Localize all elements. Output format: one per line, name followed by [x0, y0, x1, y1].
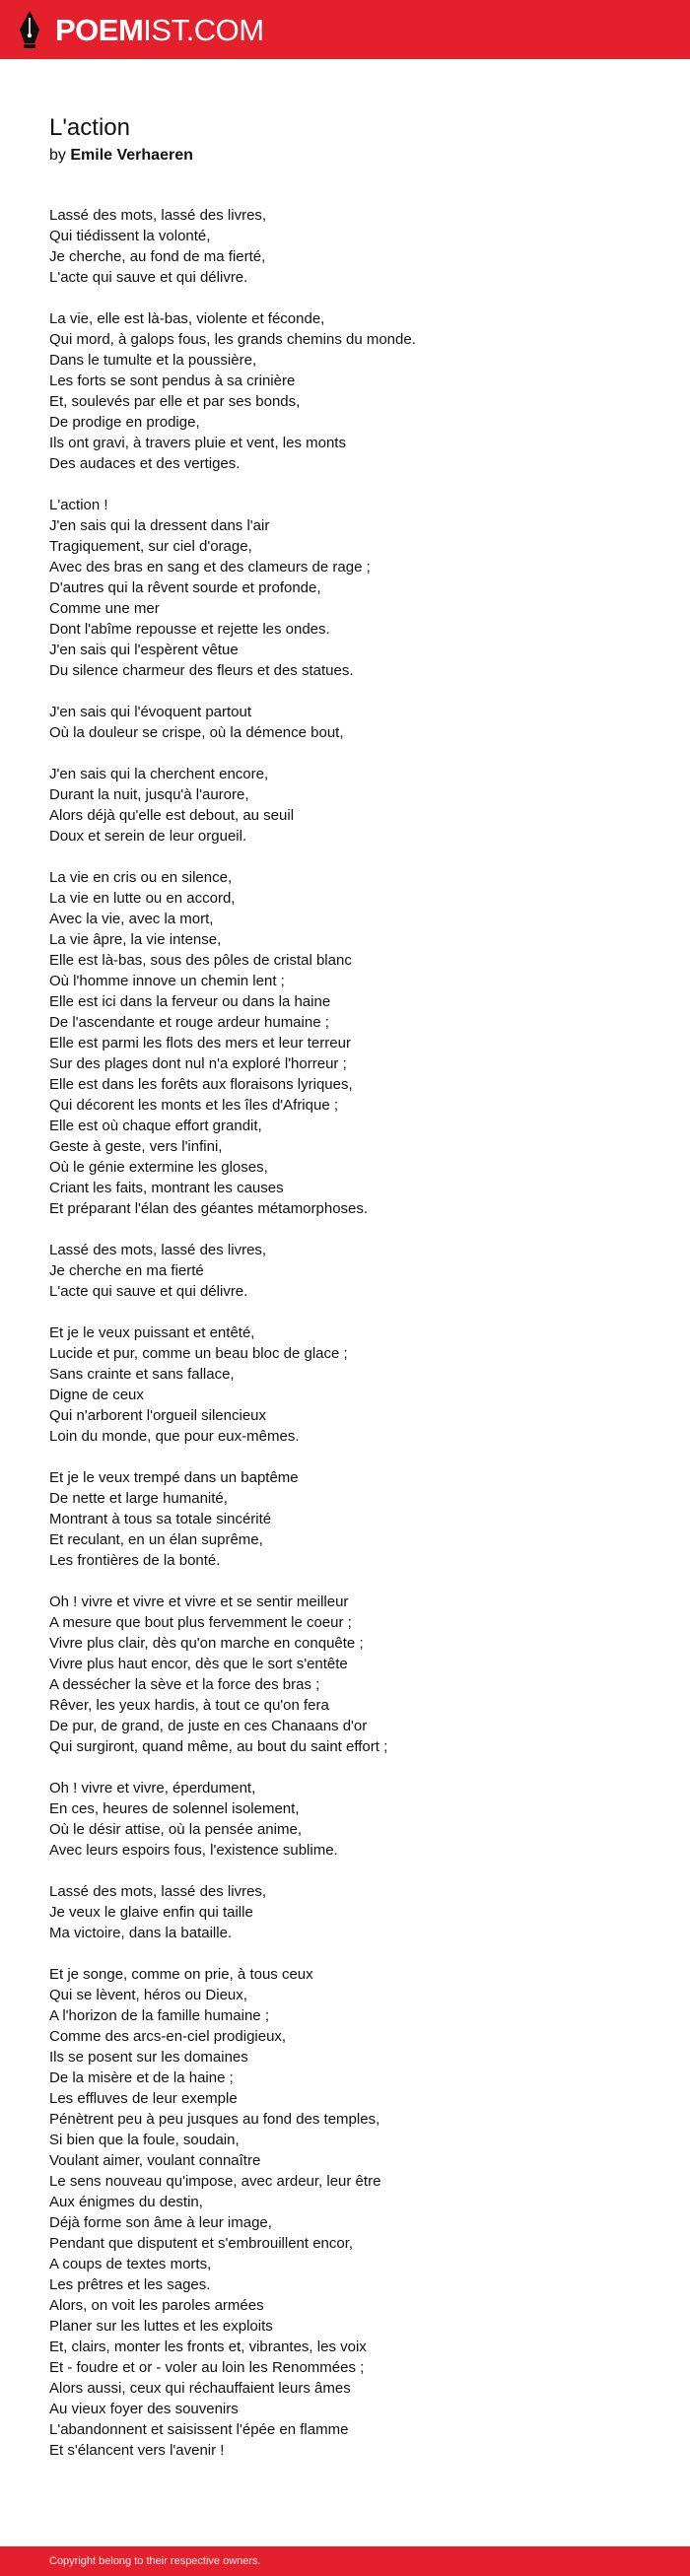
poem-line: Les effluves de leur exemple — [49, 2090, 238, 2107]
poem-line: Qui n'arborent l'orgueil silencieux — [49, 1407, 267, 1424]
poem-title: L'action — [49, 114, 130, 141]
poem-line: A mesure que bout plus fervemment le coeur ; — [49, 1614, 352, 1631]
poem-line: La vie en lutte ou en accord, — [49, 890, 236, 907]
poem-line: De l'ascendante et rouge ardeur humaine ; — [49, 1014, 329, 1031]
poem-line: Des audaces et des vertiges. — [49, 455, 241, 472]
poem-line: Vivre plus clair, dès qu'on marche en conquête ; — [49, 1635, 364, 1652]
poem-stanza — [49, 764, 660, 847]
poem-line: De prodige en prodige, — [49, 414, 200, 431]
poem-line: Comme des arcs-en-ciel prodigieux, — [49, 2028, 287, 2045]
poem-line: De pur, de grand, de juste en ces Chanaans d'or — [49, 1718, 368, 1734]
poem-author[interactable]: Emile Verhaeren — [70, 147, 193, 164]
poem-line: Sans crainte et sans fallace, — [49, 1366, 235, 1383]
poem-line: J'en sais qui l'évoquent partout — [49, 704, 252, 720]
poem-line: Geste à geste, vers l'infini, — [49, 1138, 223, 1155]
poem-line: Qui surgiront, quand même, au bout du saint effort ; — [49, 1738, 388, 1755]
byline-prefix: by — [49, 147, 66, 164]
poem-line: Le sens nouveau qu'impose, avec ardeur, leur être — [49, 2173, 381, 2190]
poem-line: Et, clairs, monter les fronts et, vibrantes, les voix — [49, 2339, 367, 2355]
poem-line: Oh ! vivre et vivre et vivre et se sentir meilleur — [49, 1593, 349, 1610]
poem-line: Tragiquement, sur ciel d'orage, — [49, 538, 252, 555]
poem-line: Elle est là-bas, sous des pôles de cristal blanc — [49, 952, 352, 969]
poem-line: Aux énigmes du destin, — [49, 2194, 203, 2210]
poem-stanza — [49, 1778, 660, 1861]
poem-line: Elle est parmi les flots des mers et leur terreur — [49, 1035, 351, 1051]
poem-line: A coups de textes morts, — [49, 2256, 212, 2272]
poem-line: Lassé des mots, lassé des livres, — [49, 207, 267, 224]
poem-stanza — [49, 308, 660, 474]
poem-line: L'action ! — [49, 497, 108, 513]
poem-line: Les prêtres et les sages. — [49, 2276, 211, 2293]
poem-line: Qui tiédissent la volonté, — [49, 228, 211, 244]
poem-line: Et préparant l'élan des géantes métamorphoses. — [49, 1200, 369, 1217]
poem-line: A dessécher la sève et la force des bras ; — [49, 1676, 320, 1693]
poem-line: La vie âpre, la vie intense, — [49, 931, 222, 948]
poem-line: Je cherche en ma fierté — [49, 1262, 204, 1279]
poem-line: Lassé des mots, lassé des livres, — [49, 1883, 267, 1900]
poem-line: Ils se posent sur les domaines — [49, 2049, 248, 2066]
poem-line: Ma victoire, dans la bataille. — [49, 1925, 233, 1941]
poem-line: Je veux le glaive enfin qui taille — [49, 1904, 253, 1921]
poem-line: Où l'homme innove un chemin lent ; — [49, 973, 285, 989]
poem-line: Criant les faits, montrant les causes — [49, 1180, 284, 1196]
footer-copyright: Copyright belong to their respective owners. — [49, 2555, 261, 2567]
poem-line: Déjà forme son âme à leur image, — [49, 2214, 272, 2231]
poem-line: Pénètrent peu à peu jusques au fond des temples, — [49, 2111, 380, 2128]
poem-line: A l'horizon de la famille humaine ; — [49, 2007, 269, 2024]
poem-stanza — [49, 1240, 660, 1302]
poem-line: Durant la nuit, jusqu'à l'aurore, — [49, 786, 249, 803]
poem-line: Où le désir attise, où la pensée anime, — [49, 1821, 302, 1838]
poem-line: J'en sais qui la cherchent encore, — [49, 766, 269, 782]
poem-line: L'acte qui sauve et qui délivre. — [49, 269, 248, 286]
pen-nib-icon — [18, 10, 41, 49]
poem-stanza — [49, 702, 660, 743]
poem-line: Comme une mer — [49, 600, 160, 617]
poem-line: En ces, heures de solennel isolement, — [49, 1800, 300, 1817]
poem-line: De la misère et de la haine ; — [49, 2069, 234, 2086]
poem-line: Les forts se sont pendus à sa crinière — [49, 373, 296, 389]
poem-stanza — [49, 1322, 660, 1447]
poem-stanza — [49, 205, 660, 288]
poem-line: Oh ! vivre et vivre, éperdument, — [49, 1780, 256, 1796]
poem-line: Avec des bras en sang et des clameurs de rage ; — [49, 559, 371, 576]
poem-line: Ils ont gravi, à travers pluie et vent, les monts — [49, 435, 346, 451]
poem-line: Et, soulevés par elle et par ses bonds, — [49, 393, 301, 410]
poem-content — [49, 110, 660, 2481]
poem-line: Qui décorent les monts et les îles d'Afrique ; — [49, 1097, 339, 1114]
poem-line: Vivre plus haut encor, dès que le sort s'entête — [49, 1656, 348, 1672]
poem-line: Elle est où chaque effort grandit, — [49, 1118, 262, 1134]
poem-body — [49, 205, 660, 2461]
poem-stanza — [49, 867, 660, 1219]
poem-line: L'acte qui sauve et qui délivre. — [49, 1283, 248, 1300]
poem-line: Pendant que disputent et s'embrouillent encor, — [49, 2235, 354, 2252]
poem-line: J'en sais qui l'espèrent vêtue — [49, 642, 239, 658]
poem-line: Du silence charmeur des fleurs et des statues. — [49, 662, 354, 679]
site-footer — [0, 2546, 690, 2576]
poem-line: Alors aussi, ceux qui réchauffaient leurs âmes — [49, 2380, 351, 2397]
poem-line: Si bien que la foule, soudain, — [49, 2132, 240, 2148]
poem-line: Rêver, les yeux hardis, à tout ce qu'on fera — [49, 1697, 329, 1714]
poem-line: De nette et large humanité, — [49, 1490, 228, 1507]
site-header — [0, 0, 690, 59]
poem-line: L'abandonnent et saisissent l'épée en flamme — [49, 2421, 349, 2438]
poem-line: Elle est ici dans la ferveur ou dans la haine — [49, 993, 331, 1010]
poem-line: Et je songe, comme on prie, à tous ceux — [49, 1966, 313, 1983]
logo-light: IST.COM — [143, 12, 264, 47]
logo-bold: POEM — [55, 12, 144, 47]
poem-line: Sur des plages dont nul n'a exploré l'horreur ; — [49, 1055, 347, 1072]
poem-line: Avec leurs espoirs fous, l'existence sublime. — [49, 1842, 338, 1859]
poem-line: Et reculant, en un élan suprême, — [49, 1531, 263, 1548]
poem-line: Les frontières de la bonté. — [49, 1552, 221, 1569]
poem-line: Où la douleur se crispe, où la démence bout, — [49, 724, 344, 741]
logo-wordmark — [55, 12, 264, 47]
poem-byline — [49, 146, 660, 166]
poem-stanza — [49, 1881, 660, 1943]
poem-line: D'autres qui la rêvent sourde et profonde, — [49, 579, 321, 596]
poem-line: Avec la vie, avec la mort, — [49, 911, 214, 927]
poem-line: Qui mord, à galops fous, les grands chemins du monde. — [49, 331, 416, 348]
poem-stanza — [49, 495, 660, 681]
poem-line: Et - foudre et or - voler au loin les Renommées ; — [49, 2359, 365, 2376]
poem-stanza — [49, 1592, 660, 1757]
poem-line: Au vieux foyer des souvenirs — [49, 2401, 239, 2417]
poem-line: Dont l'abîme repousse et rejette les ondes. — [49, 621, 330, 638]
poem-line: Elle est dans les forêts aux floraisons lyriques, — [49, 1076, 353, 1093]
poem-line: Lassé des mots, lassé des livres, — [49, 1242, 267, 1258]
poem-line: Doux et serein de leur orgueil. — [49, 828, 247, 845]
poem-line: Alors déjà qu'elle est debout, au seuil — [49, 807, 295, 824]
poem-line: Et je le veux puissant et entêté, — [49, 1324, 255, 1341]
site-logo[interactable] — [18, 10, 264, 49]
poem-line: Voulant aimer, voulant connaître — [49, 2152, 261, 2169]
poem-line: Dans le tumulte et la poussière, — [49, 352, 257, 369]
poem-stanza — [49, 1467, 660, 1571]
poem-line: Et je le veux trempé dans un baptême — [49, 1469, 299, 1486]
poem-line: Montrant à tous sa totale sincérité — [49, 1511, 272, 1527]
poem-line: Je cherche, au fond de ma fierté, — [49, 248, 266, 265]
poem-line: Qui se lèvent, héros ou Dieux, — [49, 1987, 247, 2003]
poem-line: Digne de ceux — [49, 1387, 144, 1403]
poem-line: Planer sur les luttes et les exploits — [49, 2318, 273, 2335]
poem-line: J'en sais qui la dressent dans l'air — [49, 517, 270, 534]
poem-line: Où le génie extermine les gloses, — [49, 1159, 268, 1176]
poem-line: Loin du monde, que pour eux-mêmes. — [49, 1428, 300, 1445]
poem-line: La vie en cris ou en silence, — [49, 869, 233, 886]
poem-stanza — [49, 1964, 660, 2461]
poem-line: Et s'élancent vers l'avenir ! — [49, 2442, 225, 2459]
poem-line: Alors, on voit les paroles armées — [49, 2297, 264, 2314]
poem-line: La vie, elle est là-bas, violente et féconde, — [49, 310, 325, 327]
poem-line: Lucide et pur, comme un beau bloc de glace ; — [49, 1345, 348, 1362]
